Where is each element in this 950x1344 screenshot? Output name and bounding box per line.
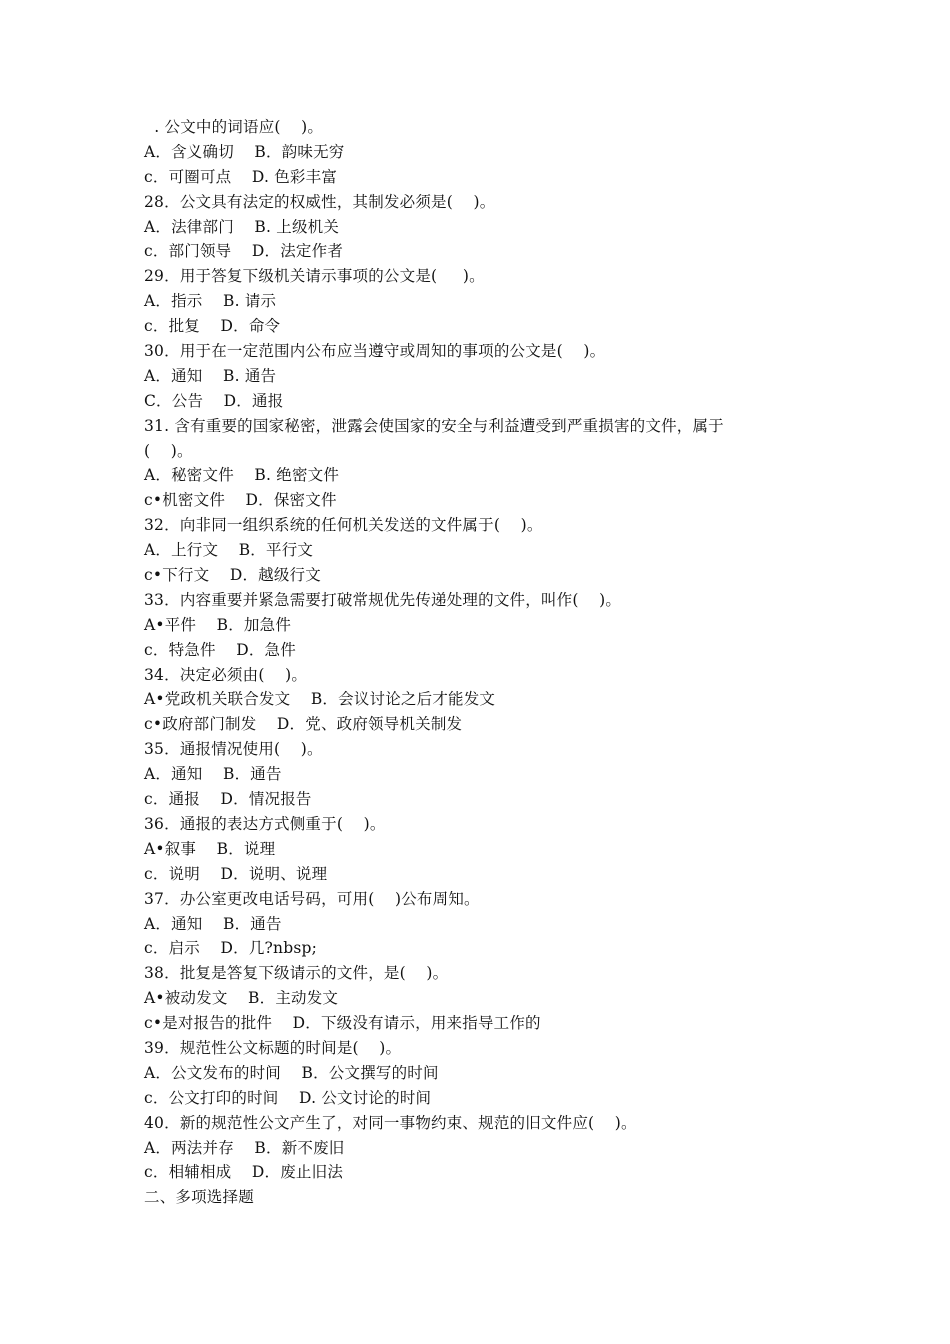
question-32-options-cd: c•下行文 D．越级行文 bbox=[144, 566, 321, 585]
question-37-stem: 37．办公室更改电话号码，可用( )公布周知。 bbox=[144, 889, 480, 908]
question-30-options-ab: A．通知 B. 通告 bbox=[144, 366, 277, 385]
question-27-options-cd: c．可圈可点 D. 色彩丰富 bbox=[144, 167, 338, 186]
question-35-options-ab: A．通知 B．通告 bbox=[144, 765, 282, 784]
question-29-options-cd: c．批复 D．命令 bbox=[144, 317, 281, 336]
question-31-stem: 31. 含有重要的国家秘密，泄露会使国家的安全与利益遭受到严重损害的文件，属于 bbox=[144, 416, 724, 435]
question-37-options-cd: c．启示 D．几?nbsp; bbox=[144, 939, 318, 958]
question-40-options-ab: A．两法并存 B．新不废旧 bbox=[144, 1138, 345, 1157]
question-40-options-cd: c．相辅相成 D．废止旧法 bbox=[144, 1163, 344, 1182]
question-30-options-cd: C．公告 D．通报 bbox=[144, 391, 284, 410]
question-38-stem: 38．批复是答复下级请示的文件，是( )。 bbox=[144, 964, 449, 983]
question-33-stem: 33．内容重要并紧急需要打破常规优先传递处理的文件，叫作( )。 bbox=[144, 590, 622, 609]
question-29-stem: 29．用于答复下级机关请示事项的公文是( )。 bbox=[144, 267, 485, 286]
section-heading: 二、多项选择题 bbox=[144, 1188, 254, 1207]
question-34-stem: 34．决定必须由( )。 bbox=[144, 665, 308, 684]
question-36-stem: 36．通报的表达方式侧重于( )。 bbox=[144, 814, 386, 833]
document-body bbox=[144, 115, 784, 1210]
question-36-options-ab: A•叙事 B．说理 bbox=[144, 839, 276, 858]
question-35-options-cd: c．通报 D．情况报告 bbox=[144, 790, 312, 809]
question-34-options-ab: A•党政机关联合发文 B．会议讨论之后才能发文 bbox=[144, 690, 496, 709]
question-36-options-cd: c．说明 D．说明、说理 bbox=[144, 864, 328, 883]
question-39-stem: 39．规范性公文标题的时间是( )。 bbox=[144, 1038, 402, 1057]
question-27-options-ab: A．含义确切 B．韵味无穷 bbox=[144, 142, 345, 161]
question-31-stem-continued: ( )。 bbox=[144, 441, 193, 460]
question-30-stem: 30．用于在一定范围内公布应当遵守或周知的事项的公文是( )。 bbox=[144, 342, 606, 361]
question-27-stem: . 公文中的词语应( )。 bbox=[144, 118, 324, 136]
question-34-options-cd: c•政府部门制发 D．党、政府领导机关制发 bbox=[144, 715, 463, 734]
question-33-options-ab: A•平件 B．加急件 bbox=[144, 615, 292, 634]
question-40-stem: 40．新的规范性公文产生了，对同一事物约束、规范的旧文件应( )。 bbox=[144, 1113, 637, 1132]
question-39-options-ab: A．公文发布的时间 B．公文撰写的时间 bbox=[144, 1063, 439, 1082]
question-28-options-ab: A．法律部门 B. 上级机关 bbox=[144, 217, 340, 236]
question-35-stem: 35．通报情况使用( )。 bbox=[144, 740, 323, 759]
question-38-options-ab: A•被动发文 B．主动发文 bbox=[144, 989, 339, 1008]
question-31-options-ab: A．秘密文件 B. 绝密文件 bbox=[144, 466, 340, 485]
question-32-options-ab: A．上行文 B．平行文 bbox=[144, 541, 314, 560]
question-28-options-cd: c．部门领导 D．法定作者 bbox=[144, 242, 344, 261]
question-28-stem: 28．公文具有法定的权威性，其制发必须是( )。 bbox=[144, 192, 496, 211]
question-31-options-cd: c•机密文件 D．保密文件 bbox=[144, 491, 337, 510]
question-39-options-cd: c．公文打印的时间 D. 公文讨论的时间 bbox=[144, 1088, 432, 1107]
question-38-options-cd: c•是对报告的批件 D．下级没有请示，用来指导工作的 bbox=[144, 1014, 541, 1033]
question-29-options-ab: A．指示 B. 请示 bbox=[144, 292, 277, 311]
question-37-options-ab: A．通知 B．通告 bbox=[144, 914, 282, 933]
question-32-stem: 32．向非同一组织系统的任何机关发送的文件属于( )。 bbox=[144, 516, 543, 535]
question-33-options-cd: c．特急件 D．急件 bbox=[144, 640, 296, 659]
